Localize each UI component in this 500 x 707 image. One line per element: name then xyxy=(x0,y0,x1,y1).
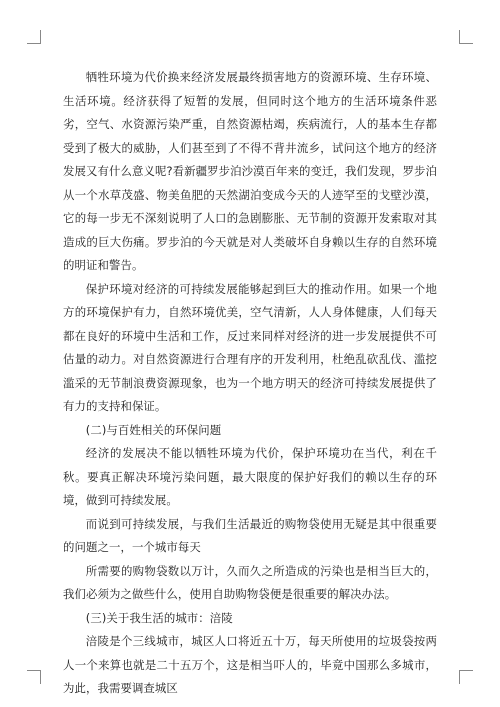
paragraph-bag-pollution: 所需要的购物袋数以万计，久而久之所造成的污染也是相当巨大的，我们必须为之做些什么，使用自助购物袋便是很重要的解决办法。 xyxy=(63,563,437,601)
section-heading-public-issues: (二)与百姓相关的环保问题 xyxy=(85,422,222,437)
crop-mark-bottom-left xyxy=(27,670,41,684)
crop-mark-top-right xyxy=(459,30,473,44)
paragraph-fuling-city: 涪陵是个三线城市，城区人口将近五十万，每天所使用的垃圾袋按两人一个来算也就是二十五万个，这是相当吓人的，毕竟中国那么多城市，为此，我需要调查城区 xyxy=(63,634,437,695)
paragraph-sustainable-development: 经济的发展决不能以牺牲环境为代价，保护环境功在当代，利在千秋。要真正解决环境污染问题，最大限度的保护好我们的赖以生存的环境，做到可持续发展。 xyxy=(63,446,437,507)
crop-mark-top-left xyxy=(27,30,41,44)
section-heading-fuling: (三)关于我生活的城市：涪陵 xyxy=(85,610,233,625)
crop-mark-bottom-right xyxy=(459,670,473,684)
paragraph-shopping-bags: 而说到可持续发展，与我们生活最近的购物袋使用无疑是其中很重要的问题之一，一个城市每天 xyxy=(63,516,437,554)
paragraph-environment-protection: 保护环境对经济的可持续发展能够起到巨大的推动作用。如果一个地方的环境保护有力，自然环境优美，空气清新，人人身体健康，人们每天都在良好的环境中生活和工作，反过来同样对经济的进一步发展提供不可估量的动力。对自然资源进行合理有序的开发利用，杜绝乱砍乱伐、滥挖滥采的无节制浪费资源现象，也为一个地方明天的经济可持续发展提供了有力的支持和保证。 xyxy=(63,281,437,413)
document-body xyxy=(63,66,437,701)
paragraph-environment-cost: 牺牲环境为代价换来经济发展最终损害地方的资源环境、生存环境、生活环境。经济获得了短暂的发展，但同时这个地方的生活环境条件恶劣，空气、水资源污染严重，自然资源枯竭，疾病流行，人的基本生存都受到了极大的威胁，人们甚至到了不得不背井流乡，试问这个地方的经济发展又有什么意义呢?看新疆罗步泊沙漠百年来的变迁，我们发现，罗步泊从一个水草茂盛、物美鱼肥的天然湖泊变成今天的人迹罕至的戈壁沙漠，它的每一步无不深刻说明了人口的急剧膨胀、无节制的资源开发索取对其造成的巨大伤痛。罗步泊的今天就是对人类破坏自身赖以生存的自然环境的明证和警告。 xyxy=(63,70,437,272)
